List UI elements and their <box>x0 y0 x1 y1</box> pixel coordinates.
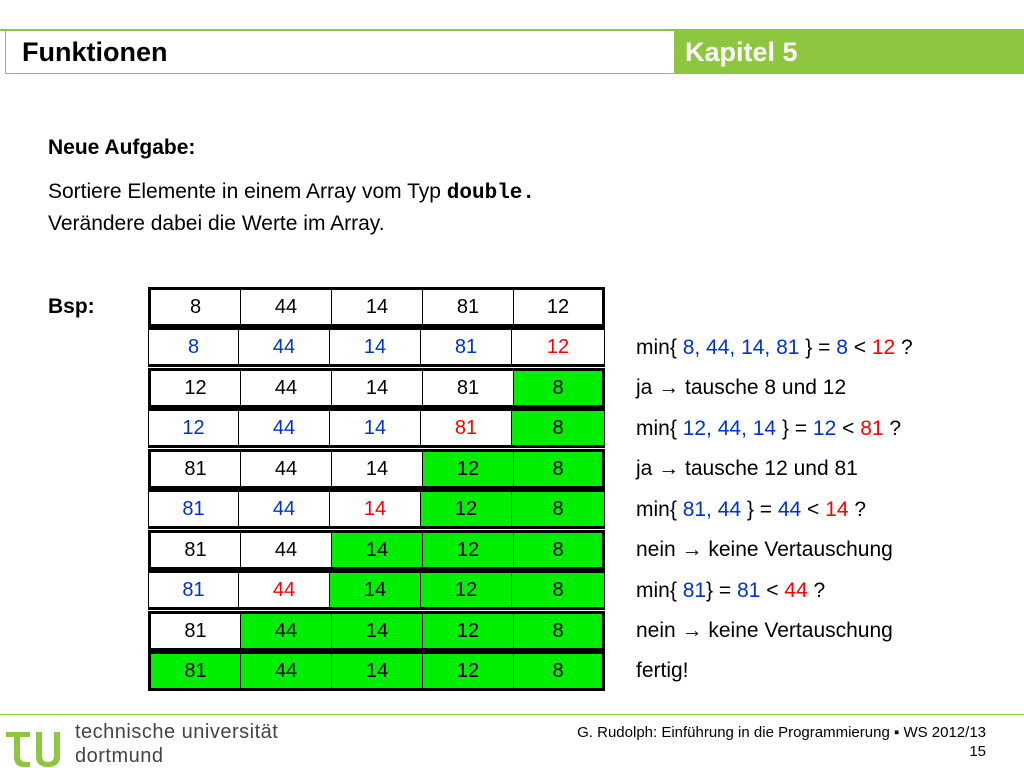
table-cell: 8 <box>512 492 604 526</box>
note-part-d: 44 <box>777 498 802 521</box>
note-part-f: 81 <box>860 417 884 440</box>
note-part-g: ? <box>807 579 826 602</box>
table-cell: 14 <box>332 654 423 688</box>
step-note: fertig! <box>636 659 689 682</box>
note-part-g: ? <box>895 336 913 359</box>
table-cell: 12 <box>546 295 570 318</box>
table-cell: 44 <box>241 533 332 567</box>
note-part-b: 12, 44, 14 <box>682 417 777 440</box>
table-row <box>148 408 605 448</box>
table-row <box>148 287 605 327</box>
step-note: ja → tausche 12 und 81 <box>636 457 858 480</box>
table-row <box>148 449 605 489</box>
university-name <box>75 720 278 768</box>
table-cell: 8 <box>151 290 241 324</box>
table-row <box>148 489 605 529</box>
table-cell: 81 <box>149 573 239 607</box>
note-part-f: 14 <box>825 498 849 521</box>
step-note <box>636 579 825 603</box>
table-cell: 12 <box>151 371 241 405</box>
table-cell: 12 <box>149 411 239 445</box>
table-cell: 8 <box>512 573 604 607</box>
task-line-1 <box>48 180 535 205</box>
page-number: 15 <box>969 743 986 760</box>
table-cell: 8 <box>149 330 239 364</box>
table-cell: 12 <box>423 654 514 688</box>
table-cell: 81 <box>151 452 241 486</box>
chapter-badge <box>675 31 1024 74</box>
table-cell: 44 <box>239 330 330 364</box>
table-row <box>148 611 605 651</box>
table-cell: 44 <box>241 371 332 405</box>
task-heading: Neue Aufgabe: <box>48 136 196 159</box>
step-note: nein → keine Vertauschung <box>636 538 893 561</box>
table-cell: 8 <box>514 452 602 486</box>
note-part-a: min{ <box>636 579 683 602</box>
university-line-2: dortmund <box>75 745 164 767</box>
table-cell: 12 <box>546 335 570 358</box>
note-part-g: ? <box>848 498 867 521</box>
note-part-f: 12 <box>871 336 896 359</box>
table-cell: 81 <box>149 492 239 526</box>
table-cell: 81 <box>421 411 512 445</box>
note-part-c: } = <box>799 336 837 359</box>
note-part-d: 12 <box>812 417 837 440</box>
sort-steps-table <box>148 287 605 691</box>
table-row <box>148 570 605 610</box>
table-cell: 81 <box>151 533 241 567</box>
table-cell: 44 <box>239 411 330 445</box>
table-cell: 44 <box>241 614 332 648</box>
step-note: ja → tausche 8 und 12 <box>636 376 847 399</box>
table-cell: 8 <box>514 614 602 648</box>
table-cell: 81 <box>423 371 514 405</box>
table-cell: 14 <box>330 573 421 607</box>
table-cell: 14 <box>330 330 421 364</box>
chapter-label: Kapitel 5 <box>685 37 798 67</box>
note-part-a: min{ <box>636 336 683 359</box>
footer-credit: G. Rudolph: Einführung in die Programmierung ▪ WS 2012/13 <box>577 724 986 741</box>
note-part-b: 8, 44, 14, 81 <box>682 336 800 359</box>
table-cell: 81 <box>423 290 514 324</box>
note-part-f: 44 <box>784 579 808 602</box>
table-cell: 81 <box>421 330 512 364</box>
slide-title: Funktionen <box>22 37 168 67</box>
table-row <box>148 368 605 408</box>
step-note <box>636 498 866 522</box>
table-cell: 12 <box>423 533 514 567</box>
table-cell: 44 <box>241 452 332 486</box>
table-row <box>148 530 605 570</box>
table-cell: 81 <box>151 654 241 688</box>
table-cell: 12 <box>421 573 512 607</box>
table-cell: 8 <box>514 371 602 405</box>
table-row <box>148 651 605 691</box>
note-part-d: 8 <box>836 336 848 359</box>
note-part-b: 81, 44 <box>682 498 742 521</box>
table-cell: 12 <box>421 492 512 526</box>
table-cell: 14 <box>332 371 423 405</box>
table-cell: 12 <box>423 614 514 648</box>
type-code: double. <box>446 182 536 205</box>
note-part-b: 81 <box>682 579 707 602</box>
table-cell: 14 <box>330 492 421 526</box>
note-part-e: < <box>760 579 785 602</box>
note-part-a: min{ <box>636 417 683 440</box>
table-cell: 81 <box>151 614 241 648</box>
note-part-d: 81 <box>737 579 761 602</box>
table-row <box>148 327 605 367</box>
step-note <box>636 417 901 441</box>
table-cell: 8 <box>514 654 602 688</box>
note-part-c: } = <box>741 498 778 521</box>
table-cell: 12 <box>423 452 514 486</box>
step-note: nein → keine Vertauschung <box>636 619 893 642</box>
table-cell: 14 <box>332 290 423 324</box>
table-cell: 8 <box>514 533 602 567</box>
task-line-1-text: Sortiere Elemente in einem Array vom Typ <box>48 180 447 203</box>
step-note <box>636 336 913 360</box>
note-part-e: < <box>836 417 861 440</box>
university-line-1: technische universität <box>75 721 279 743</box>
table-cell: 14 <box>332 614 423 648</box>
note-part-c: } = <box>706 579 737 602</box>
note-part-g: ? <box>883 417 902 440</box>
note-part-a: min{ <box>636 498 683 521</box>
example-label: Bsp: <box>48 295 95 318</box>
task-line-2: Verändere dabei die Werte im Array. <box>48 212 385 235</box>
table-cell: 44 <box>239 492 330 526</box>
table-cell: 44 <box>241 290 332 324</box>
note-part-e: < <box>847 336 872 359</box>
note-part-e: < <box>801 498 826 521</box>
table-cell: 14 <box>332 452 423 486</box>
table-cell: 44 <box>239 573 330 607</box>
table-cell: 14 <box>332 533 423 567</box>
note-part-c: } = <box>776 417 813 440</box>
table-cell: 14 <box>330 411 421 445</box>
table-cell: 8 <box>512 411 604 445</box>
table-cell: 44 <box>241 654 332 688</box>
